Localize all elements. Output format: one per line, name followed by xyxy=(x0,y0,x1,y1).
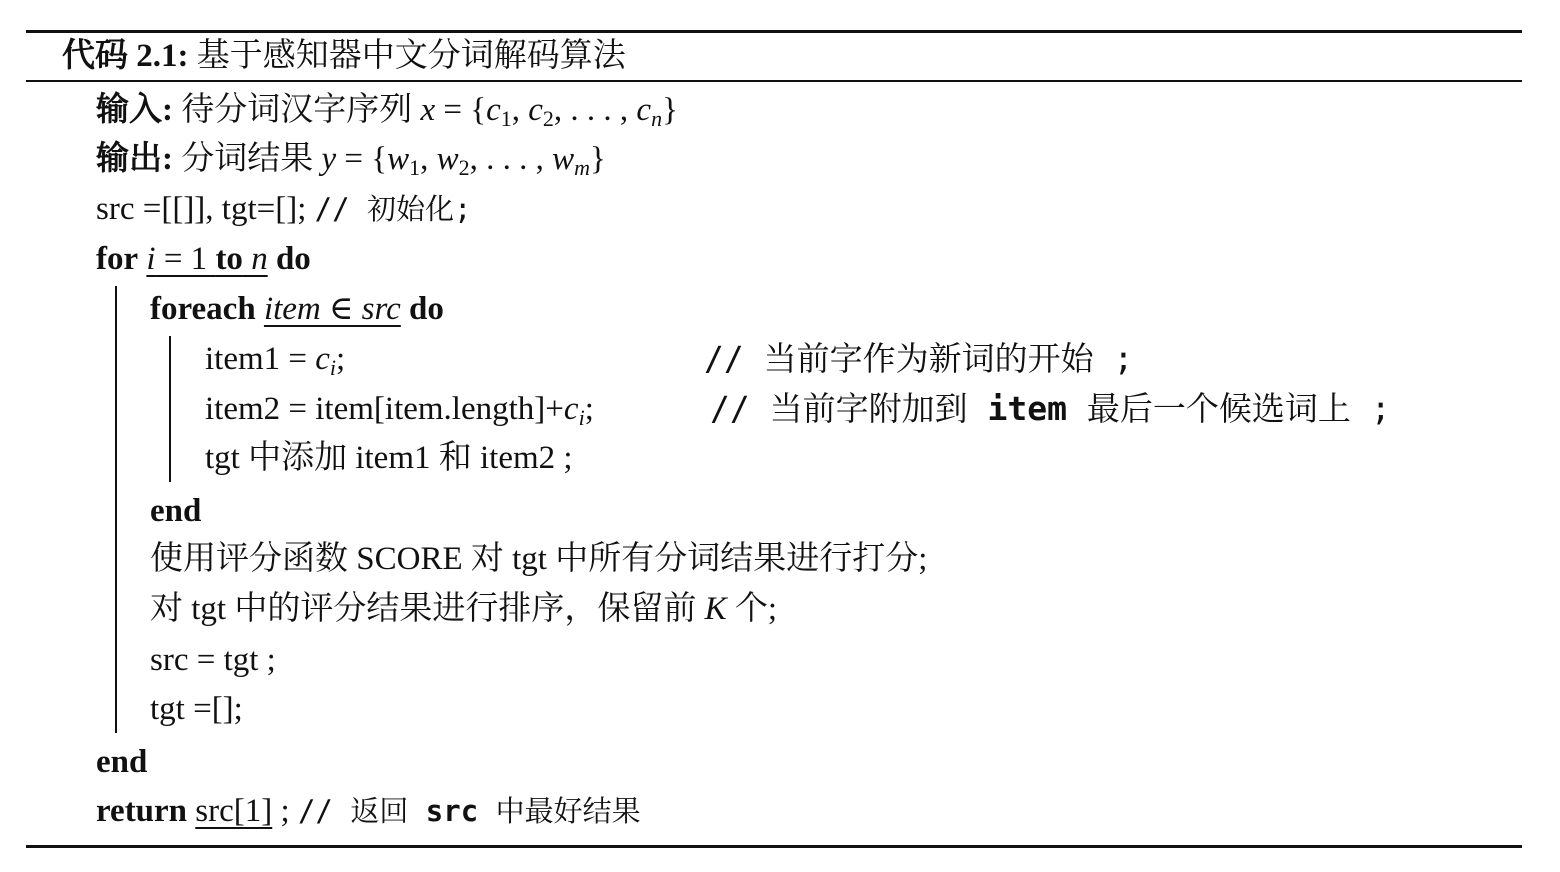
output-w2: w xyxy=(436,141,459,177)
for-to-keyword: to xyxy=(215,241,243,277)
item1-semi: ; xyxy=(336,341,346,377)
caption-title: 基于感知器中文分词解码算法 xyxy=(196,38,626,74)
for-var-i: i xyxy=(146,241,156,277)
item2-comment-post: 最后一个候选词上 ; xyxy=(1066,389,1391,428)
item1-sub: i xyxy=(329,355,337,380)
input-close: } xyxy=(662,92,678,128)
input-cn: c xyxy=(636,92,652,128)
input-eq: = { xyxy=(435,92,487,128)
output-w1: w xyxy=(387,141,410,177)
input-text: 待分词汉字序列 xyxy=(181,92,413,128)
output-close: } xyxy=(590,141,606,177)
input-sub-n: n xyxy=(651,106,663,131)
sort-k: K xyxy=(704,591,727,627)
caption-label: 代码 2.1: xyxy=(62,38,189,74)
return-keyword: return xyxy=(96,793,188,829)
output-text: 分词结果 xyxy=(181,141,314,177)
item2-comment-pre: // 当前字附加到 xyxy=(710,389,988,428)
item1-ci: c xyxy=(315,341,330,377)
init-code: src =[[]], tgt=[]; xyxy=(96,191,307,227)
for-eq: = 1 xyxy=(155,241,216,277)
return-value: src[1] xyxy=(195,793,273,829)
output-sub-2: 2 xyxy=(458,155,470,180)
return-comment-post: 中最好结果 xyxy=(478,794,641,828)
item1-code: item1 = xyxy=(205,341,316,377)
for-do-keyword: do xyxy=(275,241,311,277)
assign-src-line: src = tgt ; xyxy=(150,642,276,678)
for-line xyxy=(96,239,311,279)
init-line xyxy=(96,189,472,229)
output-var: y xyxy=(321,141,337,177)
bottom-rule xyxy=(26,845,1522,848)
output-wm: w xyxy=(552,141,575,177)
item2-semi: ; xyxy=(584,391,594,427)
for-keyword: for xyxy=(96,241,139,277)
reset-tgt-line: tgt =[]; xyxy=(150,691,243,727)
return-comment-pre: // 返回 xyxy=(297,794,426,828)
output-sub-1: 1 xyxy=(409,155,421,180)
item2-sub: i xyxy=(578,405,585,430)
foreach-do-keyword: do xyxy=(409,291,444,327)
output-line xyxy=(96,139,606,179)
input-comma: , xyxy=(511,92,529,128)
foreach-body-bar xyxy=(169,336,171,482)
output-eq: = { xyxy=(336,141,388,177)
input-label: 输入: xyxy=(96,92,173,128)
return-semi: ; xyxy=(272,793,290,829)
item1-comment: // 当前字作为新词的开始 ; xyxy=(704,339,1134,378)
return-comment-code: src xyxy=(425,794,479,828)
tgt-add-line: tgt 中添加 item1 和 item2 ; xyxy=(205,440,573,476)
item2-code: item2 = item[item.length]+ xyxy=(205,391,564,427)
init-comment: // 初始化; xyxy=(314,192,472,226)
input-sub-2: 2 xyxy=(542,106,554,131)
input-line xyxy=(96,90,678,130)
for-body-bar xyxy=(115,286,117,733)
output-sub-m: m xyxy=(574,155,591,180)
item2-comment xyxy=(710,389,1391,429)
input-var: x xyxy=(420,92,436,128)
output-label: 输出: xyxy=(96,141,173,177)
output-comma: , xyxy=(420,141,437,177)
return-comment xyxy=(298,794,641,828)
for-condition xyxy=(146,241,267,277)
item1-line xyxy=(205,339,345,379)
for-var-n: n xyxy=(242,241,268,277)
end-for-keyword: end xyxy=(96,744,148,780)
score-line: 使用评分函数 SCORE 对 tgt 中所有分词结果进行打分; xyxy=(150,541,928,577)
foreach-line xyxy=(150,289,444,329)
top-rule xyxy=(26,30,1522,33)
input-c2: c xyxy=(528,92,543,128)
return-line xyxy=(96,791,641,831)
input-sub-1: 1 xyxy=(500,106,512,131)
item2-line xyxy=(205,389,594,429)
caption-rule xyxy=(26,80,1522,82)
foreach-keyword: foreach xyxy=(150,291,256,327)
sort-line xyxy=(150,589,777,629)
sort-post: 个; xyxy=(726,591,778,627)
output-dots: , . . . , xyxy=(469,141,553,177)
input-c1: c xyxy=(486,92,501,128)
item2-ci: c xyxy=(563,391,579,427)
sort-pre: 对 tgt 中的评分结果进行排序，保留前 xyxy=(150,591,705,627)
end-foreach-keyword: end xyxy=(150,493,202,529)
foreach-condition: item ∈ src xyxy=(263,291,401,327)
input-dots: , . . . , xyxy=(553,92,637,128)
item2-comment-code: item xyxy=(987,389,1067,428)
algorithm-caption xyxy=(62,36,626,76)
